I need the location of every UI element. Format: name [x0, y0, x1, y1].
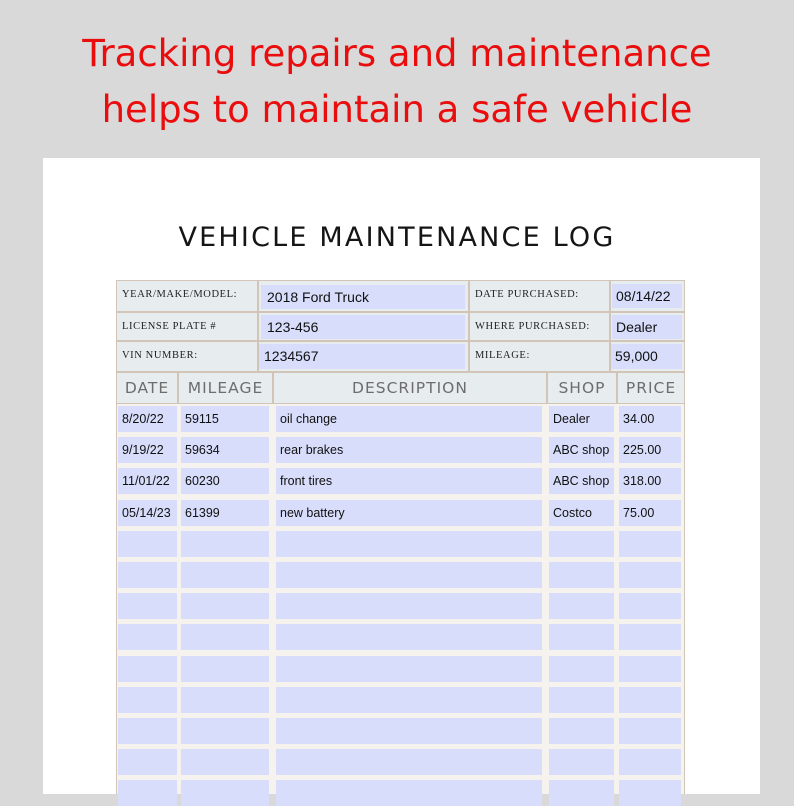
entry-date-field[interactable]	[118, 780, 177, 806]
entry-price-field[interactable]	[619, 593, 681, 619]
entry-description-field[interactable]	[276, 687, 542, 713]
license-plate-field[interactable]: 123-456	[261, 315, 465, 339]
headline	[0, 26, 794, 138]
entry-date-field[interactable]	[118, 749, 177, 775]
mileage-label: MILEAGE:	[469, 341, 610, 372]
entry-price-field[interactable]	[619, 749, 681, 775]
where-purchased-field[interactable]: Dealer	[612, 315, 682, 339]
entry-price-field[interactable]	[619, 718, 681, 744]
entry-price-field[interactable]	[619, 780, 681, 806]
entry-description-field[interactable]: oil change	[276, 406, 542, 432]
entry-price-field[interactable]	[619, 624, 681, 650]
entry-shop-field[interactable]	[549, 562, 614, 588]
entry-date-field[interactable]	[118, 562, 177, 588]
vin-field[interactable]: 1234567	[259, 344, 465, 369]
entry-shop-field[interactable]: ABC shop	[549, 468, 614, 494]
headline-line-2: helps to maintain a safe vehicle	[101, 88, 693, 131]
log-title: VEHICLE MAINTENANCE LOG	[178, 222, 616, 253]
entry-date-field[interactable]	[118, 624, 177, 650]
entry-price-field[interactable]	[619, 687, 681, 713]
entry-price-field[interactable]: 75.00	[619, 500, 681, 526]
entry-shop-field[interactable]	[549, 624, 614, 650]
entry-price-field[interactable]	[619, 656, 681, 682]
entry-description-field[interactable]: new battery	[276, 500, 542, 526]
where-purchased-label: WHERE PURCHASED:	[469, 312, 610, 341]
entry-description-field[interactable]: front tires	[276, 468, 542, 494]
entry-shop-field[interactable]	[549, 531, 614, 557]
entry-description-field[interactable]	[276, 562, 542, 588]
entry-shop-field[interactable]	[549, 780, 614, 806]
headline-line-1: Tracking repairs and maintenance	[82, 32, 712, 75]
entry-date-field[interactable]	[118, 656, 177, 682]
entry-mileage-field[interactable]: 60230	[181, 468, 269, 494]
entry-mileage-field[interactable]: 59115	[181, 406, 269, 432]
year-make-model-field[interactable]: 2018 Ford Truck	[261, 285, 465, 309]
entry-shop-field[interactable]: ABC shop	[549, 437, 614, 463]
entry-mileage-field[interactable]: 61399	[181, 500, 269, 526]
entry-shop-field[interactable]	[549, 593, 614, 619]
column-header-description: DESCRIPTION	[273, 372, 547, 404]
entry-description-field[interactable]	[276, 624, 542, 650]
entry-mileage-field[interactable]	[181, 780, 269, 806]
entry-mileage-field[interactable]	[181, 593, 269, 619]
entry-mileage-field[interactable]	[181, 749, 269, 775]
entry-date-field[interactable]	[118, 593, 177, 619]
entry-date-field[interactable]	[118, 531, 177, 557]
entry-mileage-field[interactable]: 59634	[181, 437, 269, 463]
entry-price-field[interactable]: 318.00	[619, 468, 681, 494]
entry-date-field[interactable]	[118, 718, 177, 744]
entry-shop-field[interactable]: Costco	[549, 500, 614, 526]
entry-mileage-field[interactable]	[181, 624, 269, 650]
entry-shop-field[interactable]: Dealer	[549, 406, 614, 432]
column-header-shop: SHOP	[547, 372, 617, 404]
entry-description-field[interactable]: rear brakes	[276, 437, 542, 463]
mileage-field[interactable]: 59,000	[611, 344, 682, 369]
entry-date-field[interactable]: 9/19/22	[118, 437, 177, 463]
entry-mileage-field[interactable]	[181, 531, 269, 557]
entry-price-field[interactable]: 225.00	[619, 437, 681, 463]
entry-description-field[interactable]	[276, 656, 542, 682]
entry-description-field[interactable]	[276, 780, 542, 806]
column-header-mileage: MILEAGE	[178, 372, 273, 404]
entry-shop-field[interactable]	[549, 718, 614, 744]
entry-date-field[interactable]: 11/01/22	[118, 468, 177, 494]
entry-price-field[interactable]	[619, 562, 681, 588]
entry-price-field[interactable]: 34.00	[619, 406, 681, 432]
year-make-model-label: YEAR/MAKE/MODEL:	[116, 280, 258, 312]
entry-shop-field[interactable]	[549, 656, 614, 682]
entry-description-field[interactable]	[276, 718, 542, 744]
entry-price-field[interactable]	[619, 531, 681, 557]
entry-description-field[interactable]	[276, 749, 542, 775]
entry-description-field[interactable]	[276, 593, 542, 619]
column-header-date: DATE	[116, 372, 178, 404]
column-header-price: PRICE	[617, 372, 685, 404]
date-purchased-field[interactable]: 08/14/22	[612, 284, 682, 308]
entry-description-field[interactable]	[276, 531, 542, 557]
entry-shop-field[interactable]	[549, 687, 614, 713]
entry-mileage-field[interactable]	[181, 718, 269, 744]
entry-mileage-field[interactable]	[181, 562, 269, 588]
entry-shop-field[interactable]	[549, 749, 614, 775]
license-plate-label: LICENSE PLATE #	[116, 312, 258, 341]
entry-date-field[interactable]	[118, 687, 177, 713]
entry-mileage-field[interactable]	[181, 687, 269, 713]
entry-mileage-field[interactable]	[181, 656, 269, 682]
entry-date-field[interactable]: 8/20/22	[118, 406, 177, 432]
vin-label: VIN NUMBER:	[116, 341, 258, 372]
entry-date-field[interactable]: 05/14/23	[118, 500, 177, 526]
date-purchased-label: DATE PURCHASED:	[469, 280, 610, 312]
